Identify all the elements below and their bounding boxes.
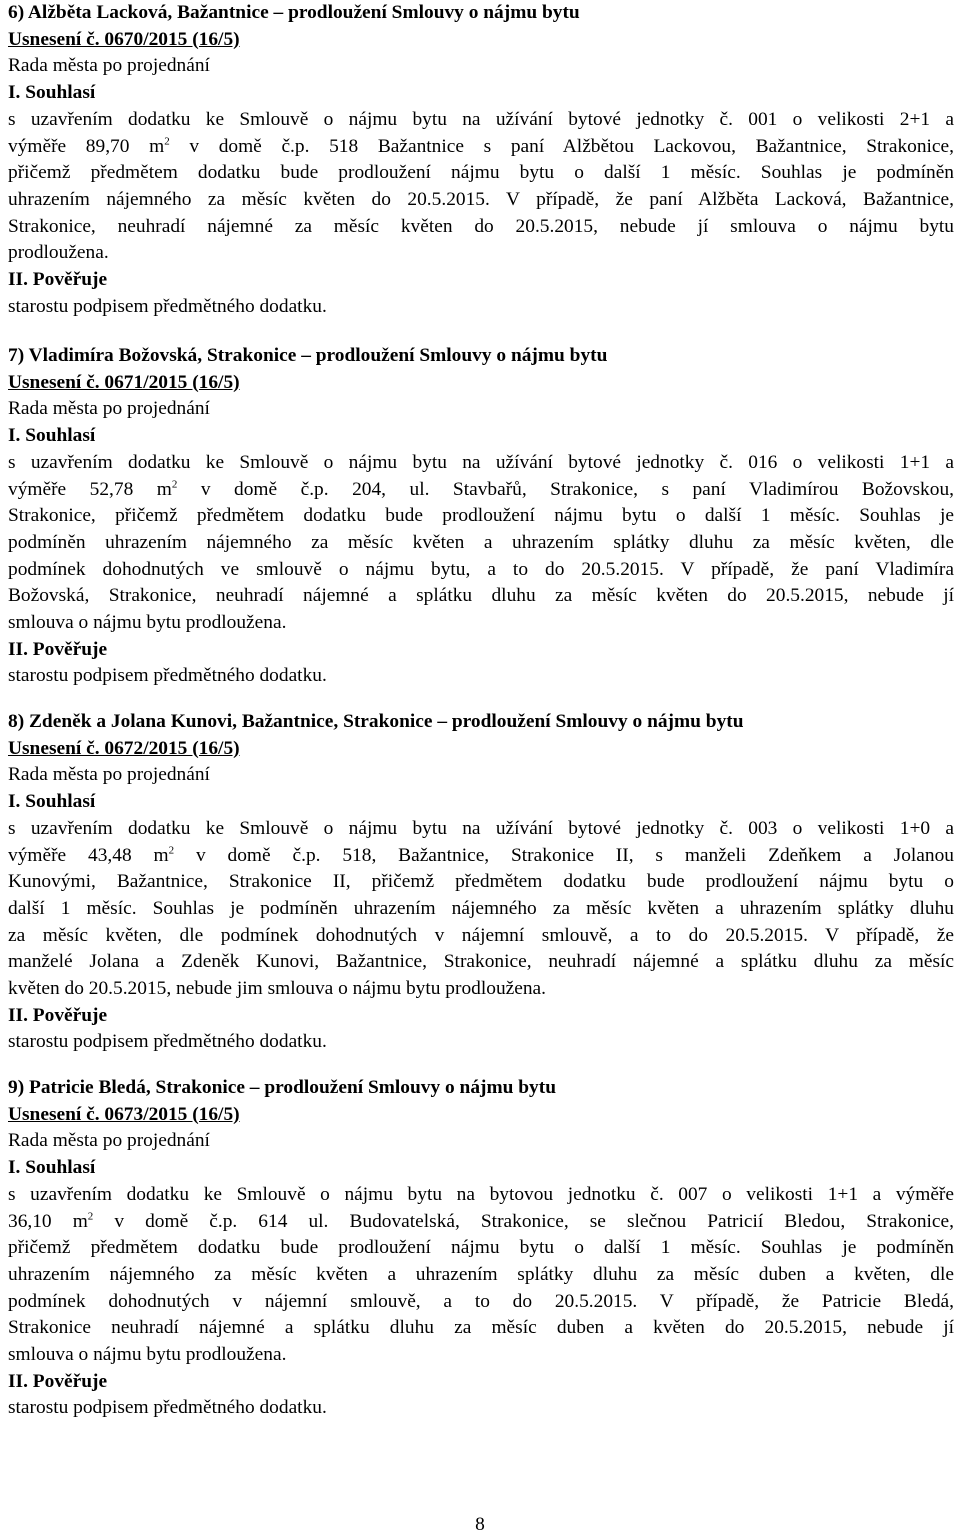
superscript: 2	[168, 844, 175, 857]
text-segment: další 1 měsíc. Souhlas je podmíněn uhrazením nájemného za měsíc květen a uhrazením splátky dluhu	[8, 897, 954, 919]
authorize-text: starostu podpisem předmětného dodatku.	[8, 295, 327, 317]
text-segment: s uzavřením dodatku ke Smlouvě o nájmu bytu na užívání bytové jednotky č. 016 o velikosti 1+1 a	[8, 451, 954, 473]
text-segment: v domě č.p. 518, Bažantnice, Strakonice II, s manželi Zdeňkem a Jolanou	[174, 844, 954, 866]
body-text-line	[8, 477, 954, 504]
body-text-line	[8, 530, 954, 557]
text-segment: květen do 20.5.2015, nebude jim smlouva o nájmu bytu prodloužena.	[8, 978, 546, 1000]
text-segment: výměře 89,70 m	[8, 135, 165, 157]
authorize-heading: II. Pověřuje	[8, 1004, 108, 1026]
body-text-line	[8, 1315, 954, 1342]
authorize-text: starostu podpisem předmětného dodatku.	[8, 1031, 327, 1053]
text-segment: Božovská, Strakonice, neuhradí nájemné a splátku dluhu za měsíc květen do 20.5.2015, nebude jí	[8, 585, 954, 607]
body-text-line	[8, 1289, 954, 1316]
authorize-text: starostu podpisem předmětného dodatku.	[8, 665, 327, 687]
resolution-section-6	[8, 0, 954, 320]
body-text-line	[8, 976, 954, 1003]
text-segment: prodloužena.	[8, 242, 109, 264]
council-statement: Rada města po projednání	[8, 398, 210, 420]
resolution-number: Usnesení č. 0670/2015 (16/5)	[8, 28, 240, 50]
text-segment: podmínek dohodnutých ve smlouvě o nájmu bytu, a to do 20.5.2015. V případě, že paní Vladimíra	[8, 558, 954, 580]
body-text-line	[8, 134, 954, 161]
resolution-section-8	[8, 709, 954, 1056]
text-segment: s uzavřením dodatku ke Smlouvě o nájmu bytu na bytovou jednotku č. 007 o velikosti 1+1 a výměře	[8, 1183, 954, 1205]
authorize-text: starostu podpisem předmětného dodatku.	[8, 1397, 327, 1419]
text-segment: podmíněn uhrazením nájemného za měsíc květen a uhrazením splátky dluhu za měsíc květen, dle	[8, 531, 954, 553]
section-title: 9) Patricie Bledá, Strakonice – prodloužení Smlouvy o nájmu bytu	[8, 1077, 556, 1098]
body-text-line	[8, 869, 954, 896]
superscript: 2	[87, 1210, 94, 1223]
agree-heading: I. Souhlasí	[8, 791, 96, 813]
agree-heading: I. Souhlasí	[8, 425, 96, 447]
agree-heading: I. Souhlasí	[8, 1157, 96, 1179]
body-text-line	[8, 1342, 954, 1369]
agree-heading: I. Souhlasí	[8, 82, 96, 104]
body-text-line	[8, 583, 954, 610]
body-text-line	[8, 1209, 954, 1236]
page-number: 8	[475, 1514, 485, 1535]
resolution-number: Usnesení č. 0673/2015 (16/5)	[8, 1103, 240, 1125]
council-statement: Rada města po projednání	[8, 764, 210, 786]
authorize-heading: II. Pověřuje	[8, 638, 108, 660]
body-text-line	[8, 896, 954, 923]
text-segment: výměře 52,78 m	[8, 478, 172, 500]
text-segment: Strakonice neuhradí nájemné a splátku dluhu za měsíc duben a květen do 20.5.2015, nebude jí	[8, 1317, 954, 1339]
body-text-line	[8, 557, 954, 584]
body-text-line	[8, 610, 954, 637]
body-text-line	[8, 214, 954, 241]
text-segment: manželé Jolana a Zdeněk Kunovi, Bažantnice, Strakonice, neuhradí nájemné a splátku dluhu za měsíc	[8, 951, 954, 973]
superscript: 2	[171, 478, 178, 491]
resolution-number: Usnesení č. 0671/2015 (16/5)	[8, 371, 240, 393]
text-segment: Strakonice, neuhradí nájemné za měsíc květen do 20.5.2015, nebude jí smlouva o nájmu bytu	[8, 215, 954, 237]
authorize-heading: II. Pověřuje	[8, 1370, 108, 1392]
text-segment: přičemž předmětem dodatku bude prodloužení nájmu bytu o další 1 měsíc. Souhlas je podmíněn	[8, 162, 954, 184]
body-text-line	[8, 503, 954, 530]
authorize-heading: II. Pověřuje	[8, 269, 108, 291]
text-segment: v domě č.p. 204, ul. Stavbařů, Strakonice, s paní Vladimírou Božovskou,	[177, 478, 954, 500]
body-text-line	[8, 1182, 954, 1209]
resolution-section-9	[8, 1075, 954, 1422]
body-text-line	[8, 1262, 954, 1289]
body-text-line	[8, 949, 954, 976]
body-text-line	[8, 1235, 954, 1262]
text-segment: Strakonice, přičemž předmětem dodatku bude prodloužení nájmu bytu o další 1 měsíc. Souhlas je	[8, 505, 954, 527]
section-title: 7) Vladimíra Božovská, Strakonice – prodloužení Smlouvy o nájmu bytu	[8, 345, 608, 366]
section-title: 8) Zdeněk a Jolana Kunovi, Bažantnice, Strakonice – prodloužení Smlouvy o nájmu bytu	[8, 711, 744, 732]
body-text-line	[8, 816, 954, 843]
text-segment: Kunovými, Bažantnice, Strakonice II, přičemž předmětem dodatku bude prodloužení nájmu bytu o	[8, 871, 954, 893]
body-text-line	[8, 843, 954, 870]
text-segment: v domě č.p. 614 ul. Budovatelská, Strakonice, se slečnou Patricií Bledou, Strakonice,	[93, 1210, 954, 1232]
text-segment: smlouva o nájmu bytu prodloužena.	[8, 612, 287, 634]
body-text-line	[8, 187, 954, 214]
text-segment: přičemž předmětem dodatku bude prodloužení nájmu bytu o další 1 měsíc. Souhlas je podmíněn	[8, 1237, 954, 1259]
section-title: 6) Alžběta Lacková, Bažantnice – prodloužení Smlouvy o nájmu bytu	[8, 2, 580, 23]
body-text-line	[8, 160, 954, 187]
resolution-number: Usnesení č. 0672/2015 (16/5)	[8, 737, 240, 759]
text-segment: uhrazením nájemného za měsíc květen a uhrazením splátky dluhu za měsíc duben a květen, dle	[8, 1263, 954, 1285]
text-segment: s uzavřením dodatku ke Smlouvě o nájmu bytu na užívání bytové jednotky č. 001 o velikosti 2+1 a	[8, 108, 954, 130]
resolution-section-7	[8, 343, 954, 690]
body-text-line	[8, 923, 954, 950]
text-segment: výměře 43,48 m	[8, 844, 169, 866]
text-segment: podmínek dohodnutých v nájemní smlouvě, a to do 20.5.2015. V případě, že Patricie Bledá,	[8, 1290, 954, 1312]
text-segment: v domě č.p. 518 Bažantnice s paní Alžbětou Lackovou, Bažantnice, Strakonice,	[169, 135, 954, 157]
text-segment: smlouva o nájmu bytu prodloužena.	[8, 1344, 287, 1366]
council-statement: Rada města po projednání	[8, 1130, 210, 1152]
council-statement: Rada města po projednání	[8, 55, 210, 77]
text-segment: uhrazením nájemného za měsíc květen do 20.5.2015. V případě, že paní Alžběta Lacková, Bažantnice,	[8, 188, 954, 210]
body-text-line	[8, 107, 954, 134]
text-segment: za měsíc květen, dle podmínek dohodnutých v nájemní smlouvě, a to do 20.5.2015. V případě, že	[8, 924, 954, 946]
text-segment: 36,10 m	[8, 1210, 88, 1232]
body-text-line	[8, 240, 954, 267]
text-segment: s uzavřením dodatku ke Smlouvě o nájmu bytu na užívání bytové jednotky č. 003 o velikosti 1+0 a	[8, 817, 954, 839]
body-text-line	[8, 450, 954, 477]
superscript: 2	[164, 135, 170, 148]
